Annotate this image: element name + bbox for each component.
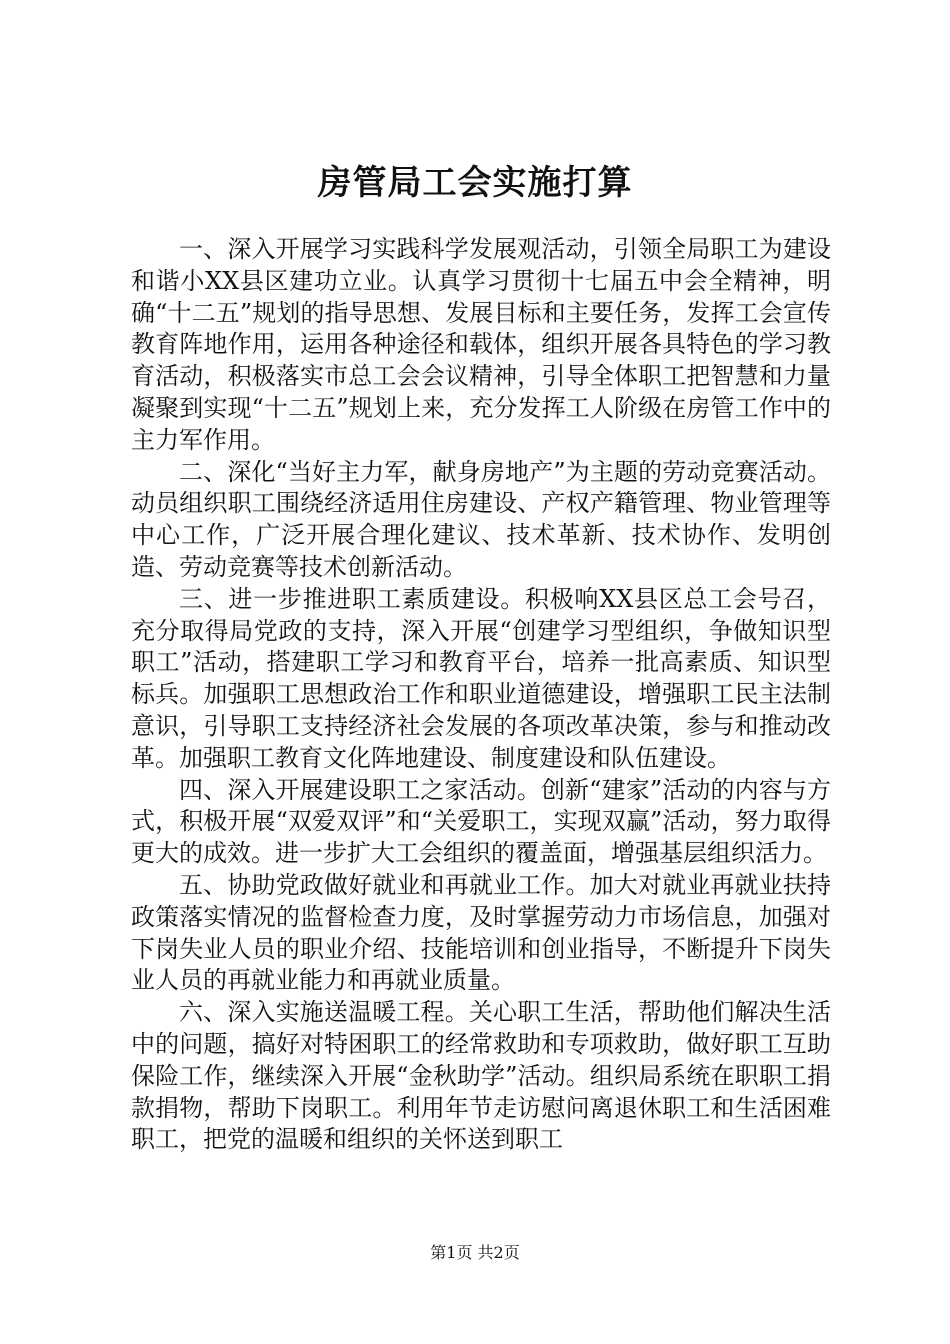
paragraph-2: 二、深化“当好主力军，献身房地产”为主题的劳动竞赛活动。动员组织职工围绕经济适用住房建设、产权产籍管理、物业管理等中心工作，广泛开展合理化建议、技术革新、技术协作、发明创造、劳动竞赛等技术创新活动。 — [131, 457, 831, 581]
paragraph-3: 三、进一步推进职工素质建设。积极响XX县区总工会号召，充分取得局党政的支持，深入开展“创建学习型组织，争做知识型职工”活动，搭建职工学习和教育平台，培养一批高素质、知识型标兵。加强职工思想政治工作和职业道德建设，增强职工民主法制意识，引导职工支持经济社会发展的各项改革决策，参与和推动改革。加强职工教育文化阵地建设、制度建设和队伍建设。 — [131, 584, 831, 772]
paragraph-5: 五、协助党政做好就业和再就业工作。加大对就业再就业扶持政策落实情况的监督检查力度，及时掌握劳动力市场信息，加强对下岗失业人员的职业介绍、技能培训和创业指导，不断提升下岗失业人员的再就业能力和再就业质量。 — [131, 870, 831, 995]
paragraph-6: 六、深入实施送温暖工程。关心职工生活，帮助他们解决生活中的问题，搞好对特困职工的经常救助和专项救助，做好职工互助保险工作，继续深入开展“金秋助学”活动。组织局系统在职职工捐款捐物，帮助下岗职工。利用年节走访慰问离退休职工和生活困难职工，把党的温暖和组织的关怀送到职工 — [131, 998, 831, 1154]
page-footer: 第1页 共2页 — [430, 1243, 520, 1262]
paragraph-4: 四、深入开展建设职工之家活动。创新“建家”活动的内容与方式，积极开展“双爱双评”和“关爱职工，实现双赢”活动，努力取得更大的成效。进一步扩大工会组织的覆盖面，增强基层组织活力。 — [131, 775, 831, 868]
paragraph-1: 一、深入开展学习实践科学发展观活动，引领全局职工为建设和谐小XX县区建功立业。认真学习贯彻十七届五中会全精神，明确“十二五”规划的指导思想、发展目标和主要任务，发挥工会宣传教育阵地作用，运用各种途径和载体，组织开展各具特色的学习教育活动，积极落实市总工会会议精神，引导全体职工把智慧和力量凝聚到实现“十二五”规划上来，充分发挥工人阶级在房管工作中的主力军作用。 — [131, 235, 831, 454]
document-title: 房管局工会实施打算 — [317, 163, 633, 203]
document-body — [131, 234, 831, 1156]
